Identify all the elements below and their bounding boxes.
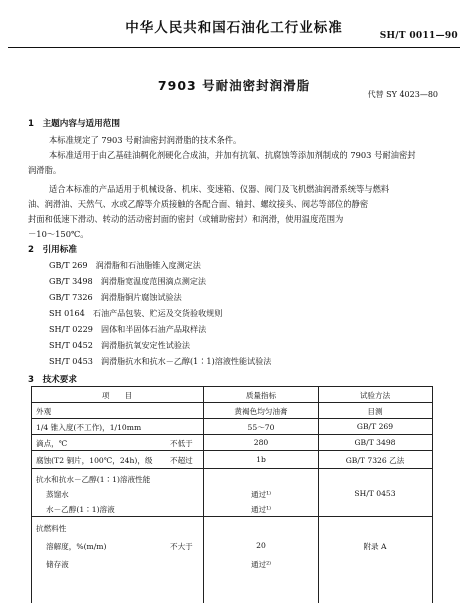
section-1-para-3-line-1: 适合本标准的产品适用于机械设备、机床、变速箱、仪器、阀门及飞机燃油润滑系统等与燃料 [49, 184, 390, 194]
table-row-value: 1b [256, 455, 266, 464]
section-2-heading: 2 引用标准 [28, 245, 77, 255]
table-row-method: GB/T 7326 乙法 [345, 456, 405, 465]
reference-item: SH 0164 石油产品包装、贮运及交货验收规则 [49, 308, 223, 318]
table-row-item: 滴点，℃ [36, 439, 68, 448]
table-row-condition: 不超过 [170, 456, 193, 465]
section-1-para-2-line-1: 本标准适用于由乙基硅油稠化剂硬化合成油，并加有抗氧、抗腐蚀等添加剂制成的 7903 号耐油密封 [49, 150, 416, 160]
table-row-value: 黄褐色均匀油膏 [234, 407, 288, 416]
header-rule [8, 47, 460, 48]
standard-category-title: 中华人民共和国石油化工行业标准 [125, 20, 343, 36]
col-header-item: 项 目 [101, 391, 133, 400]
table-row-method: GB/T 269 [356, 422, 394, 431]
replaces-note: 代替 SY 4023—80 [367, 90, 438, 99]
table-row-value: 55～70 [247, 423, 275, 432]
section-1-para-3-line-2: 油、润滑油、天然气、水或乙醇等介质接触的各配合面、轴封、螺纹接头、阀芯等部位的静密 [28, 199, 369, 209]
section-1-heading: 1 主题内容与适用范围 [28, 119, 120, 129]
table-row-value: 通过¹⁾ [250, 505, 272, 514]
table-row-condition: 不大于 [170, 542, 193, 551]
table-row-item: 腐蚀(T2 铜片，100℃，24h)，级 [36, 456, 153, 465]
section-1-para-3-line-3: 封面和低速下滑动、转动的活动密封面的密封（或辅助密封）和润滑，使用温度范围为 [28, 214, 344, 224]
table-group-heading: 抗水和抗水－乙醇(1∶1)溶液性能 [36, 475, 151, 484]
section-1-para-1: 本标准规定了 7903 号耐油密封润滑脂的技术条件。 [49, 135, 242, 145]
table-row-value: 20 [256, 541, 266, 550]
table-row-value: 280 [253, 438, 269, 447]
table-row-item: 蒸馏水 [46, 490, 69, 499]
col-header-method: 试验方法 [359, 391, 391, 400]
table-row-item: 外观 [36, 407, 52, 416]
table-row-item: 溶解度，%(m/m) [46, 542, 107, 551]
table-row-condition: 不低于 [170, 439, 193, 448]
section-3-heading: 3 技术要求 [28, 375, 77, 385]
reference-item: SH/T 0452 润滑脂抗氧安定性试验法 [49, 340, 191, 350]
reference-item: GB/T 7326 润滑脂铜片腐蚀试验法 [49, 292, 182, 302]
table-group-heading: 抗燃料性 [36, 524, 67, 533]
table-row-value: 通过¹⁾ [250, 490, 272, 499]
col-header-quality: 质量指标 [245, 391, 277, 400]
section-1-para-2-line-2: 润滑脂。 [28, 165, 62, 175]
table-row-method: SH/T 0453 [354, 489, 396, 498]
table-row-method: 附录 A [363, 542, 387, 551]
table-row-item: 1/4 锥入度(不工作)，1/10mm [36, 423, 142, 432]
section-1-para-3-line-4: －10～150℃。 [28, 229, 89, 239]
technical-requirements-table [31, 386, 433, 603]
reference-item: SH/T 0229 固体和半固体石油产品取样法 [49, 324, 207, 334]
table-row-item: 储存液 [46, 560, 69, 569]
table-row-method: 目测 [367, 407, 383, 416]
table-row-item: 水－乙醇(1∶1)溶液 [46, 505, 115, 514]
table-row-value: 通过²⁾ [250, 560, 272, 569]
table-row-method: GB/T 3498 [354, 438, 396, 447]
reference-item: GB/T 3498 润滑脂宽温度范围滴点测定法 [49, 276, 207, 286]
standard-number: SH/T 0011—90 [379, 31, 458, 41]
reference-item: SH/T 0453 润滑脂抗水和抗水－乙醇(1∶1)溶液性能试验法 [49, 356, 272, 366]
reference-item: GB/T 269 润滑脂和石油脂锥入度测定法 [49, 260, 201, 270]
document-title: 7903 号耐油密封润滑脂 [157, 78, 311, 93]
